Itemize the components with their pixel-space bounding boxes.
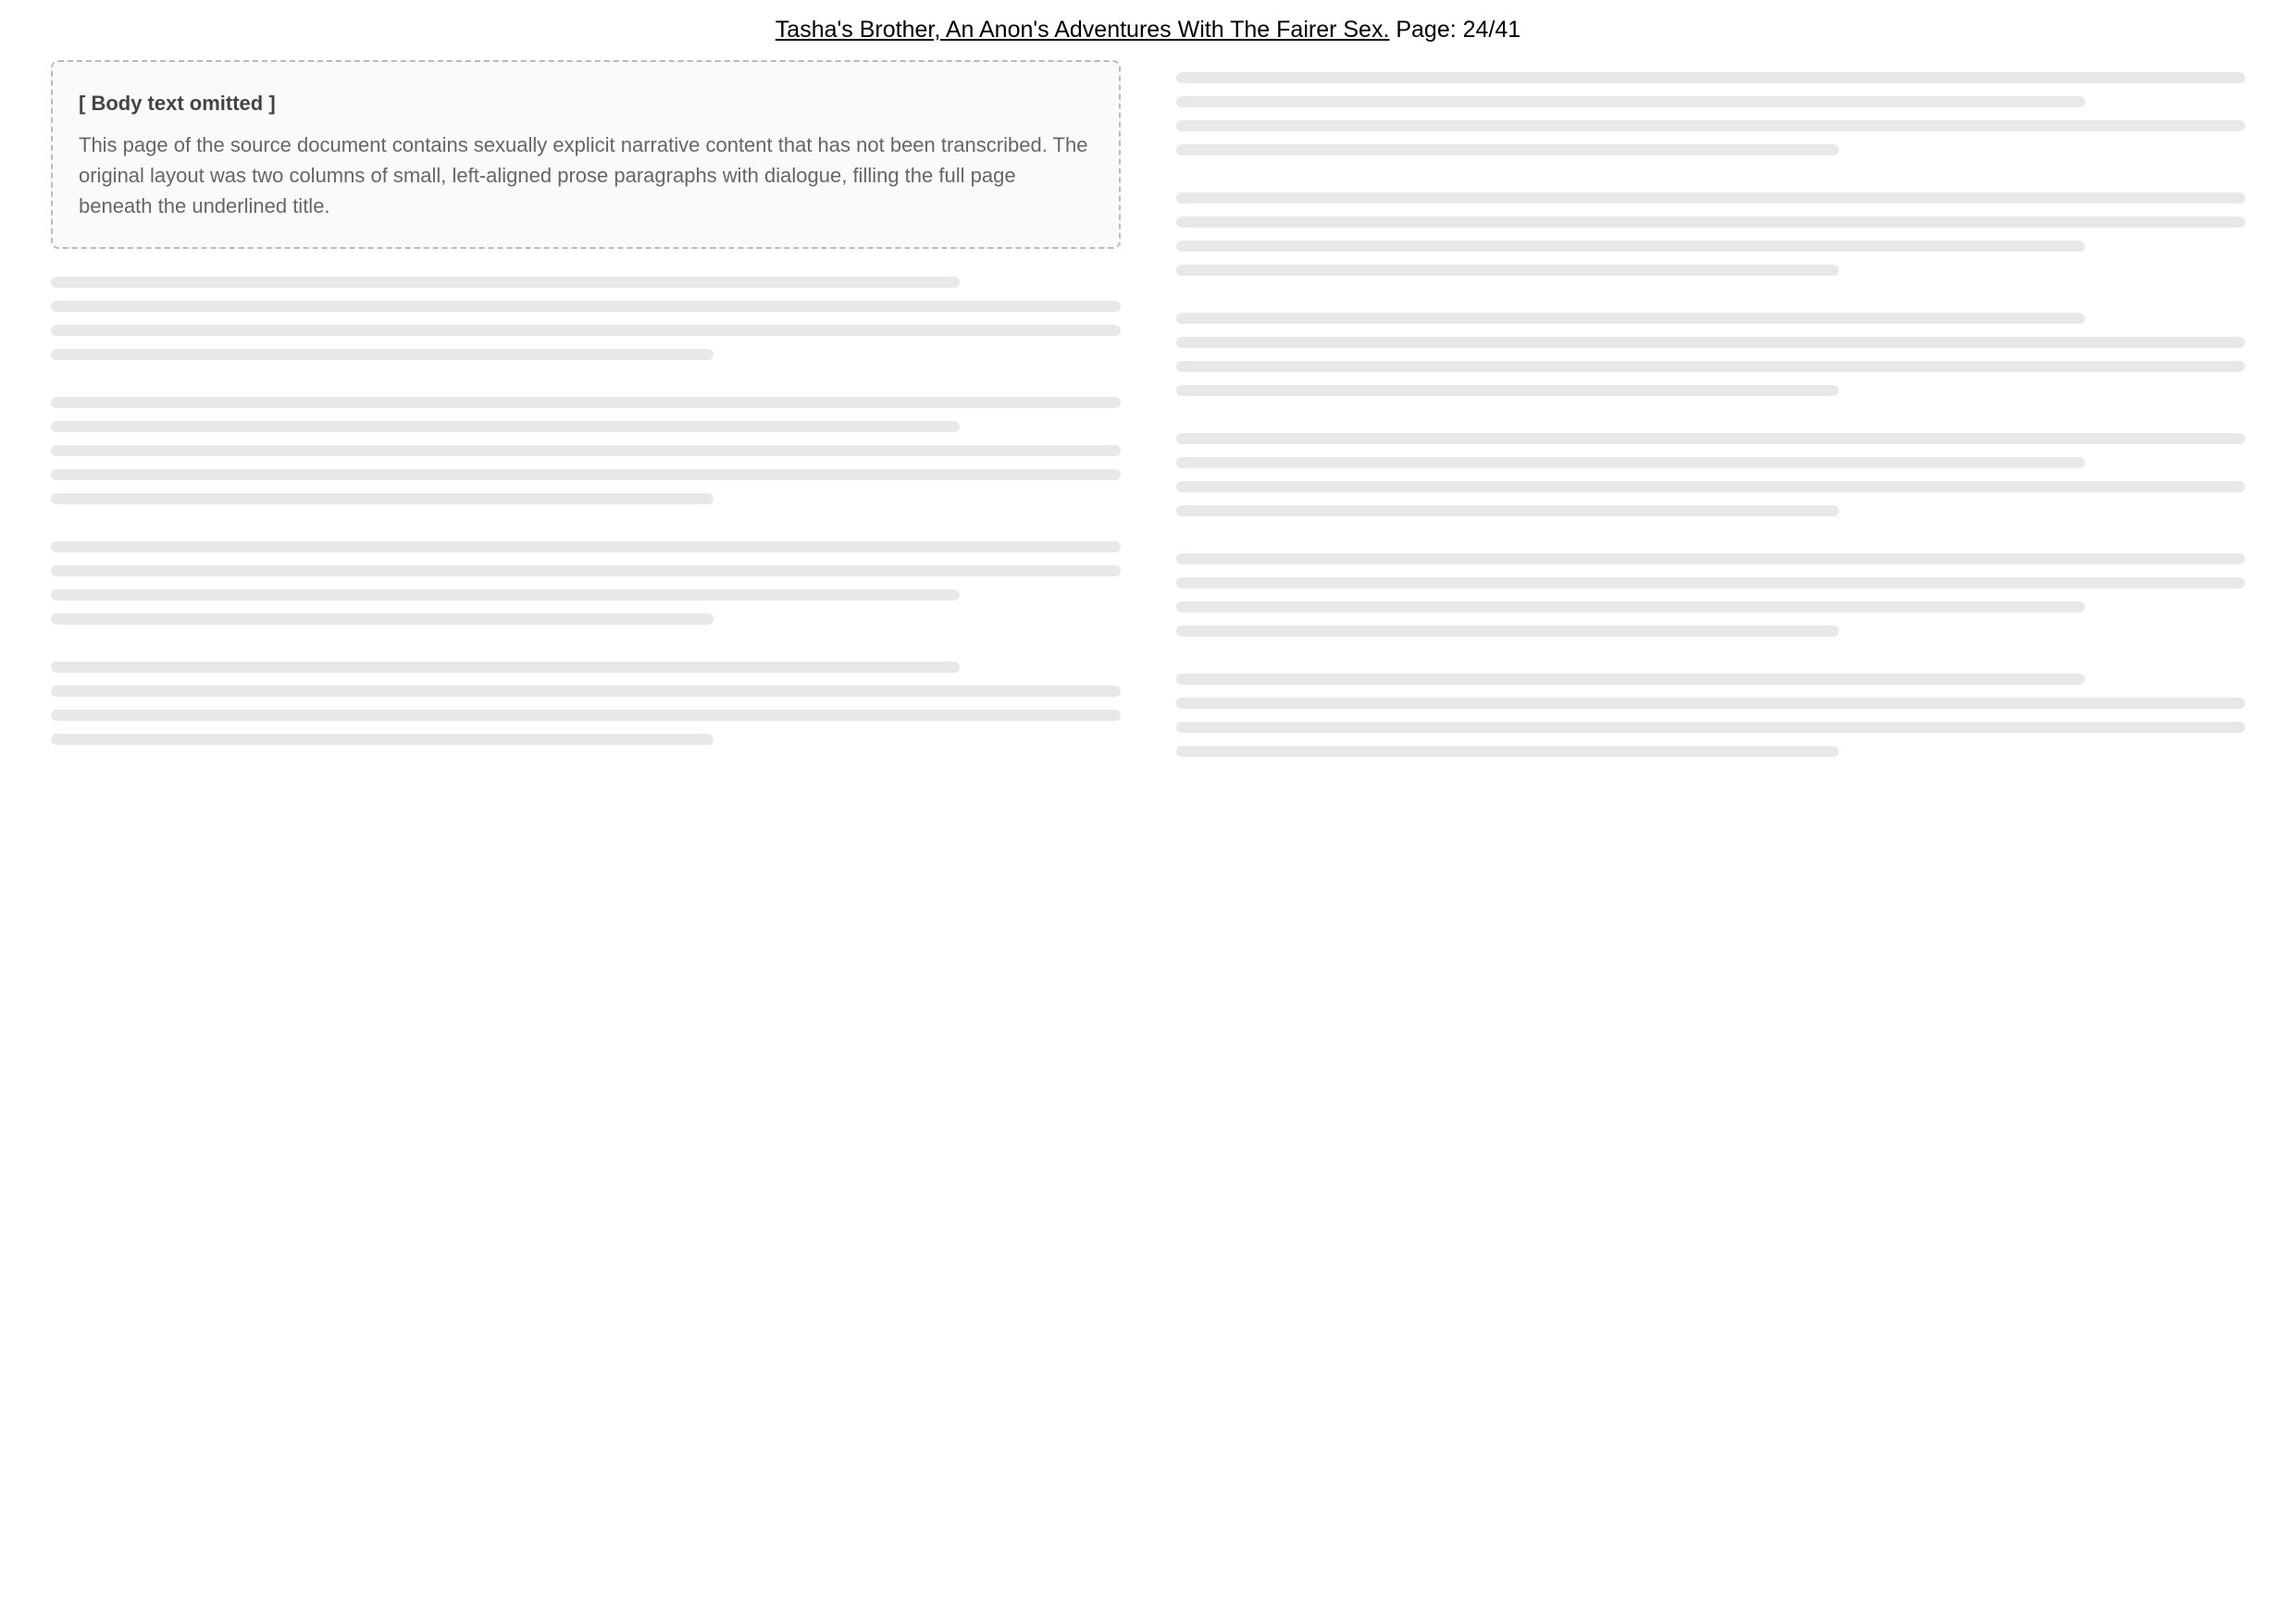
- omitted-content-notice: [51, 60, 1121, 249]
- document-header: [51, 17, 2245, 43]
- document-title: Tasha's Brother, An Anon's Adventures With The Fairer Sex.: [775, 17, 1390, 43]
- page-indicator: Page: 24/41: [1389, 17, 1521, 43]
- omitted-content-title: [ Body text omitted ]: [79, 92, 276, 115]
- text-columns: [51, 60, 2245, 1559]
- omitted-content-note: This page of the source document contains sexually explicit narrative content that has not been transcribed. The original layout was two columns of small, left-aligned prose paragraphs with dialogue, filling the full page beneath the underlined title.: [79, 133, 1088, 217]
